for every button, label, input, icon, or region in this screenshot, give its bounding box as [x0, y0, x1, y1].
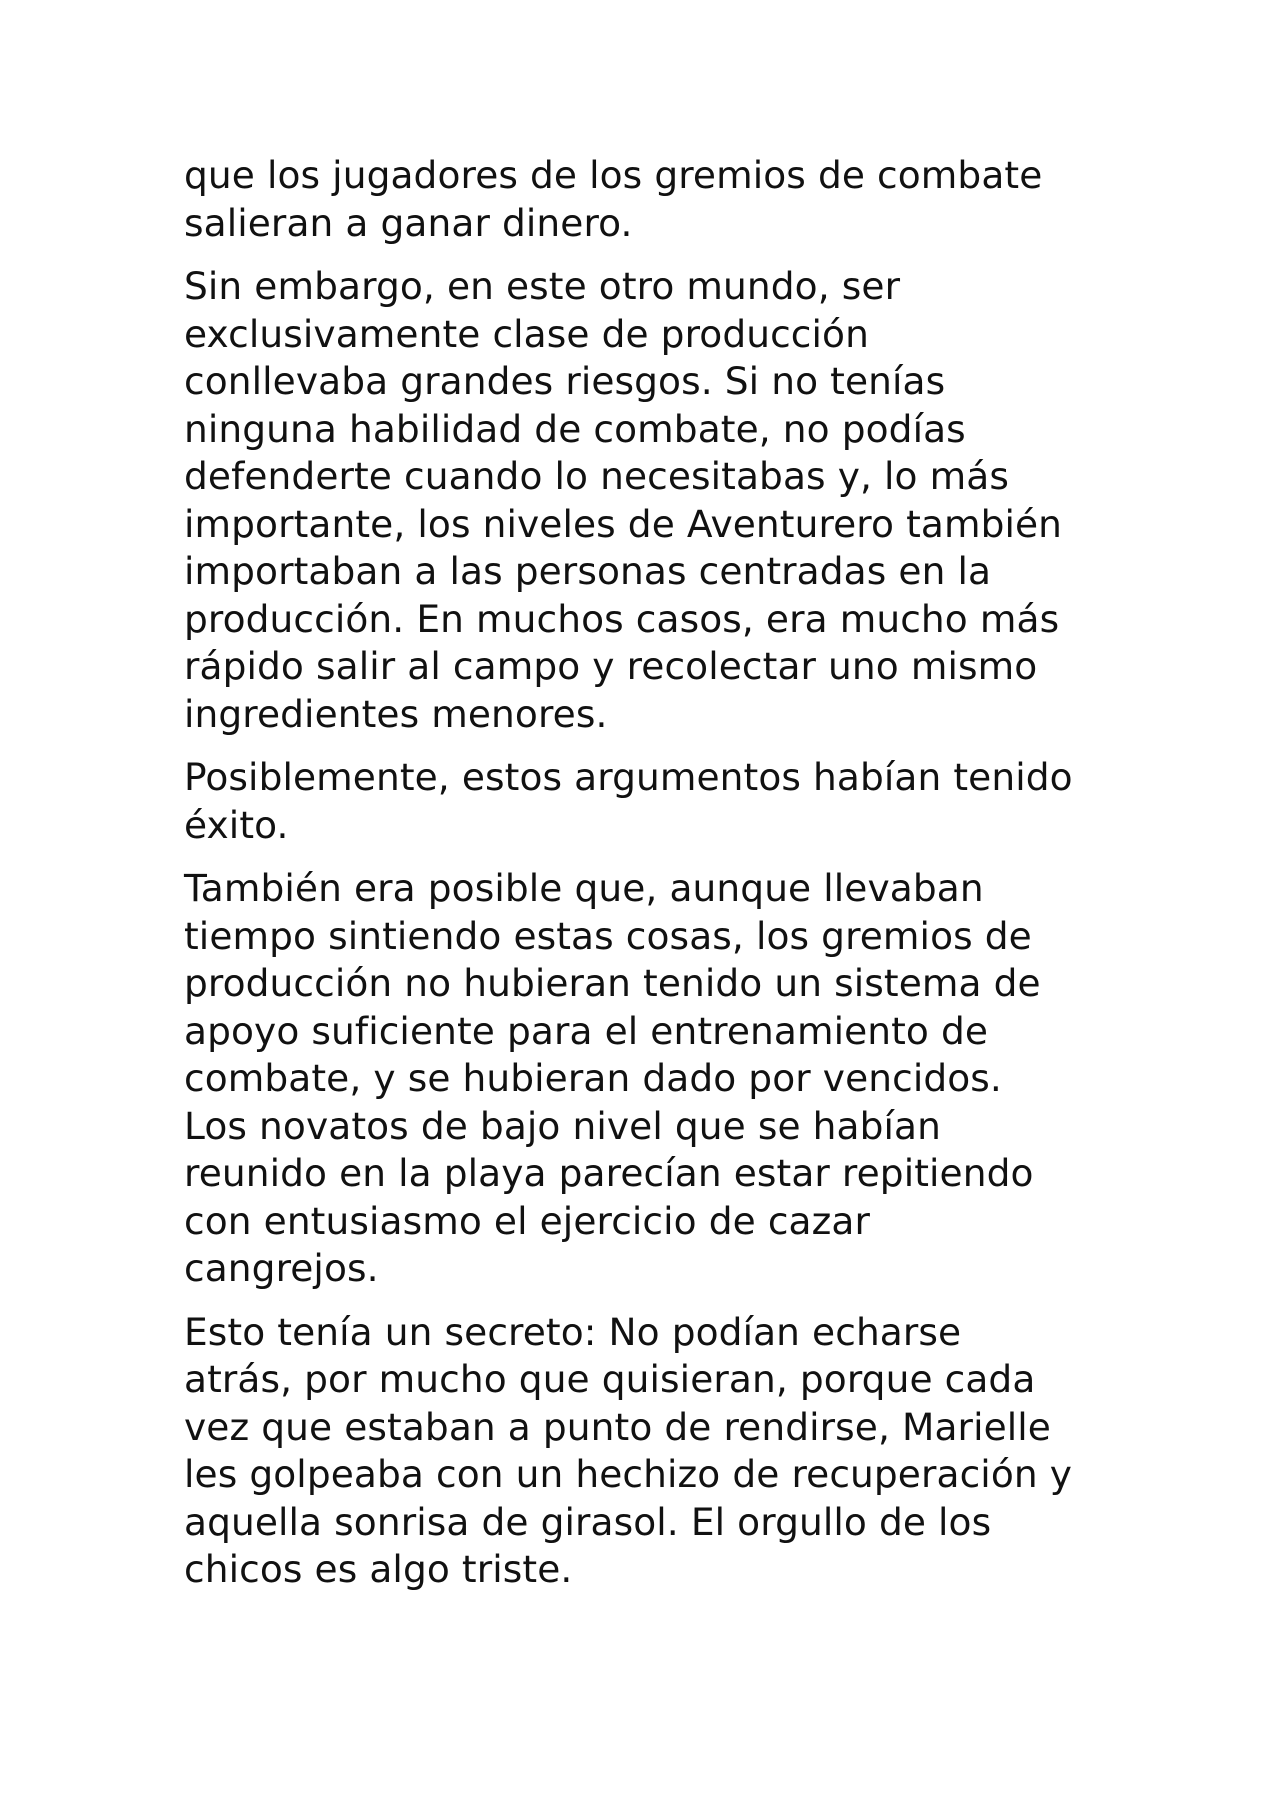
text-line: salieran a ganar dinero.: [184, 200, 633, 245]
text-line: Sin embargo, en este otro mundo, ser: [184, 264, 901, 308]
text-line: importante, los niveles de Aventurero también: [184, 501, 1063, 546]
text-line: aquella sonrisa de girasol. El orgullo de los: [184, 1499, 992, 1544]
text-line: chicos es algo triste.: [184, 1547, 573, 1591]
text-line: con entusiasmo el ejercicio de cazar: [184, 1198, 870, 1243]
text-line: que los jugadores de los gremios de combate: [184, 153, 1043, 197]
text-line: ingredientes menores.: [184, 691, 608, 736]
text-line: reunido en la playa parecían estar repitiendo: [184, 1151, 1034, 1195]
paragraph-5: [184, 1309, 1124, 1594]
text-line: También era posible que, aunque llevaban: [184, 866, 984, 910]
text-line: Los novatos de bajo nivel que se habían: [184, 1103, 941, 1148]
text-line: tiempo sintiendo estas cosas, los gremios de: [184, 913, 1032, 958]
text-line: ninguna habilidad de combate, no podías: [184, 406, 966, 451]
paragraph-2: [184, 263, 1124, 738]
paragraph-1: [184, 152, 1124, 247]
text-line: combate, y se hubieran dado por vencidos.: [184, 1056, 1002, 1100]
text-line: les golpeaba con un hechizo de recuperación y: [184, 1452, 1073, 1496]
paragraph-3: [184, 754, 1124, 849]
text-line: producción. En muchos casos, era mucho más: [184, 596, 1060, 641]
text-line: exclusivamente clase de producción: [184, 311, 869, 356]
text-line: vez que estaban a punto de rendirse, Marielle: [184, 1404, 1051, 1449]
text-line: Posiblemente, estos argumentos habían tenido: [184, 755, 1073, 799]
text-line: Esto tenía un secreto: No podían echarse: [184, 1309, 962, 1354]
text-line: éxito.: [184, 802, 289, 847]
text-line: importaban a las personas centradas en la: [184, 549, 992, 593]
text-line: apoyo suficiente para el entrenamiento de: [184, 1008, 989, 1053]
paragraph-4: [184, 865, 1124, 1293]
text-line: atrás, por mucho que quisieran, porque cada: [184, 1357, 1036, 1401]
text-line: rápido salir al campo y recolectar uno mismo: [184, 644, 1038, 688]
text-line: cangrejos.: [184, 1246, 379, 1290]
document-page: [184, 152, 1124, 1594]
text-line: conllevaba grandes riesgos. Si no tenías: [184, 359, 946, 403]
text-line: defenderte cuando lo necesitabas y, lo más: [184, 454, 1009, 498]
text-line: producción no hubieran tenido un sistema de: [184, 961, 1041, 1005]
